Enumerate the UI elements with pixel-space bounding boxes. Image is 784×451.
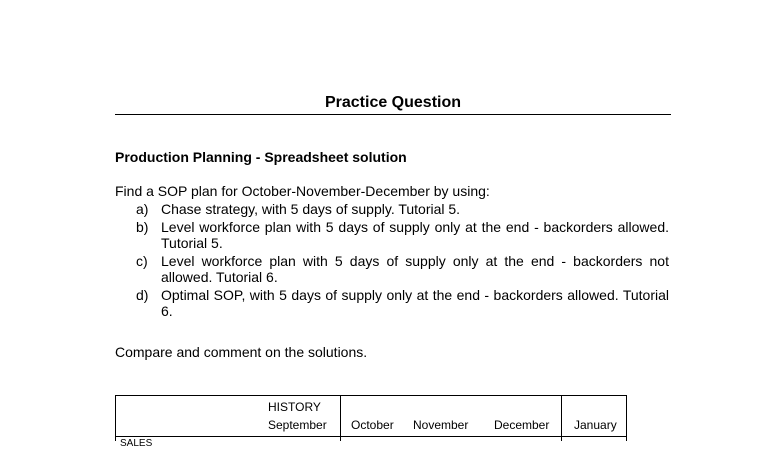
- option-letter: d): [136, 287, 149, 303]
- section-heading: Production Planning - Spreadsheet solution: [115, 149, 407, 165]
- option-letter: b): [136, 219, 149, 235]
- option-text: Level workforce plan with 5 days of supply only at the end - backorders not allowed. Tutorial 6.: [161, 253, 669, 285]
- table-header-october: October: [351, 418, 394, 432]
- table-header-january: January: [574, 418, 617, 432]
- table-header-november: November: [413, 418, 469, 432]
- table-header-september: September: [268, 418, 327, 432]
- list-item: [136, 201, 669, 217]
- list-item: [136, 253, 669, 285]
- option-text: Optimal SOP, with 5 days of supply only at the end - backorders allowed. Tutorial 6.: [161, 287, 669, 319]
- option-text: Chase strategy, with 5 days of supply. Tutorial 5.: [161, 201, 461, 217]
- options-list: [136, 201, 669, 321]
- table-row-label-sales: SALES: [120, 438, 153, 449]
- intro-text: Find a SOP plan for October-November-December by using:: [115, 183, 490, 199]
- page-title: Practice Question: [115, 94, 671, 115]
- table-divider: [116, 436, 626, 437]
- table-header-december: December: [494, 418, 550, 432]
- data-table: [115, 395, 627, 449]
- table-header-history: HISTORY: [268, 400, 321, 414]
- table-divider: [561, 396, 562, 441]
- option-letter: a): [136, 201, 149, 217]
- option-text: Level workforce plan with 5 days of supply only at the end - backorders allowed. Tutorial 5.: [161, 219, 669, 251]
- table-divider: [340, 396, 341, 441]
- compare-text: Compare and comment on the solutions.: [115, 344, 368, 360]
- list-item: [136, 219, 669, 251]
- option-letter: c): [136, 253, 148, 269]
- list-item: [136, 287, 669, 319]
